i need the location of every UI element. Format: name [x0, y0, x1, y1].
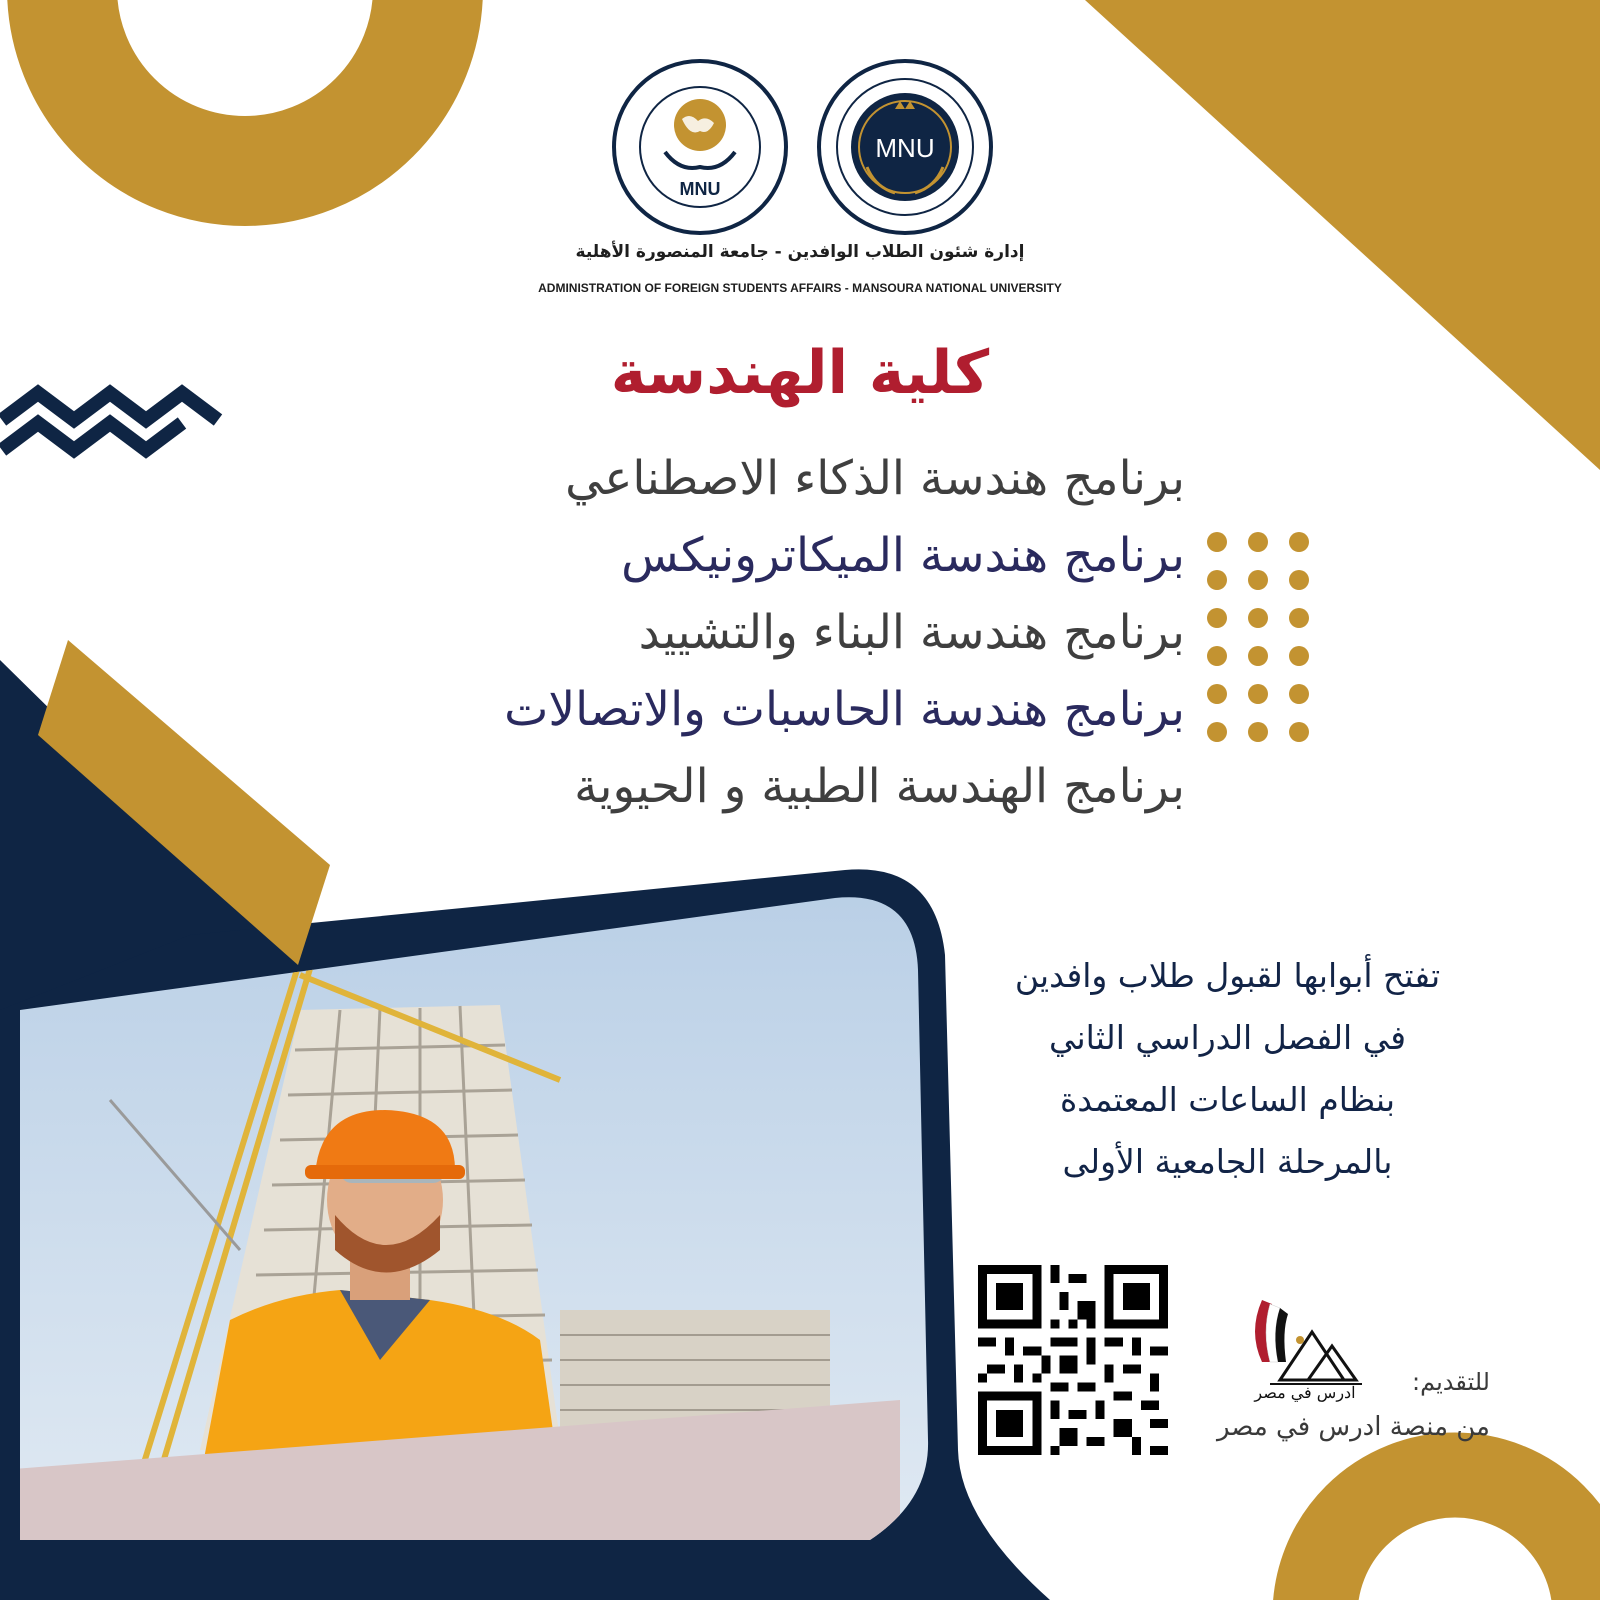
program-item: برنامج هندسة الحاسبات والاتصالات — [504, 682, 1185, 737]
apply-platform-link[interactable]: من منصة ادرس في مصر — [1216, 1412, 1490, 1442]
svg-text:MNU: MNU — [679, 179, 721, 199]
header-english-org: ADMINISTRATION OF FOREIGN STUDENTS AFFAIRS - MANSOURA NATIONAL UNIVERSITY — [538, 281, 1062, 295]
university-seal-icon — [815, 57, 995, 237]
tagline-line: في الفصل الدراسي الثاني — [1048, 1018, 1406, 1057]
svg-text:MNU: MNU — [875, 133, 935, 163]
program-item: برنامج هندسة الذكاء الاصطناعي — [565, 451, 1185, 506]
dot-grid-icon — [1205, 530, 1325, 750]
tagline-line: بالمرحلة الجامعية الأولى — [1062, 1142, 1393, 1181]
header-arabic-org: إدارة شئون الطلاب الوافدين - جامعة المنصورة الأهلية — [575, 242, 1025, 262]
program-item: برنامج الهندسة الطبية و الحيوية — [574, 759, 1185, 814]
admission-tagline — [950, 945, 1505, 1193]
foreign-affairs-seal-icon — [610, 57, 790, 237]
tagline-line: تفتح أبوابها لقبول طلاب وافدين — [1014, 956, 1441, 995]
program-item: برنامج هندسة الميكاترونيكس — [621, 528, 1185, 583]
programs-list — [380, 440, 1185, 825]
study-in-egypt-script: ادرس في مصر — [1254, 1383, 1356, 1402]
qr-code-icon[interactable] — [978, 1265, 1168, 1455]
faculty-title: كلية الهندسة — [610, 338, 990, 408]
tagline-line: بنظام الساعات المعتمدة — [1059, 1080, 1396, 1119]
program-item: برنامج هندسة البناء والتشييد — [638, 605, 1185, 660]
apply-label: للتقديم: — [1412, 1368, 1490, 1396]
